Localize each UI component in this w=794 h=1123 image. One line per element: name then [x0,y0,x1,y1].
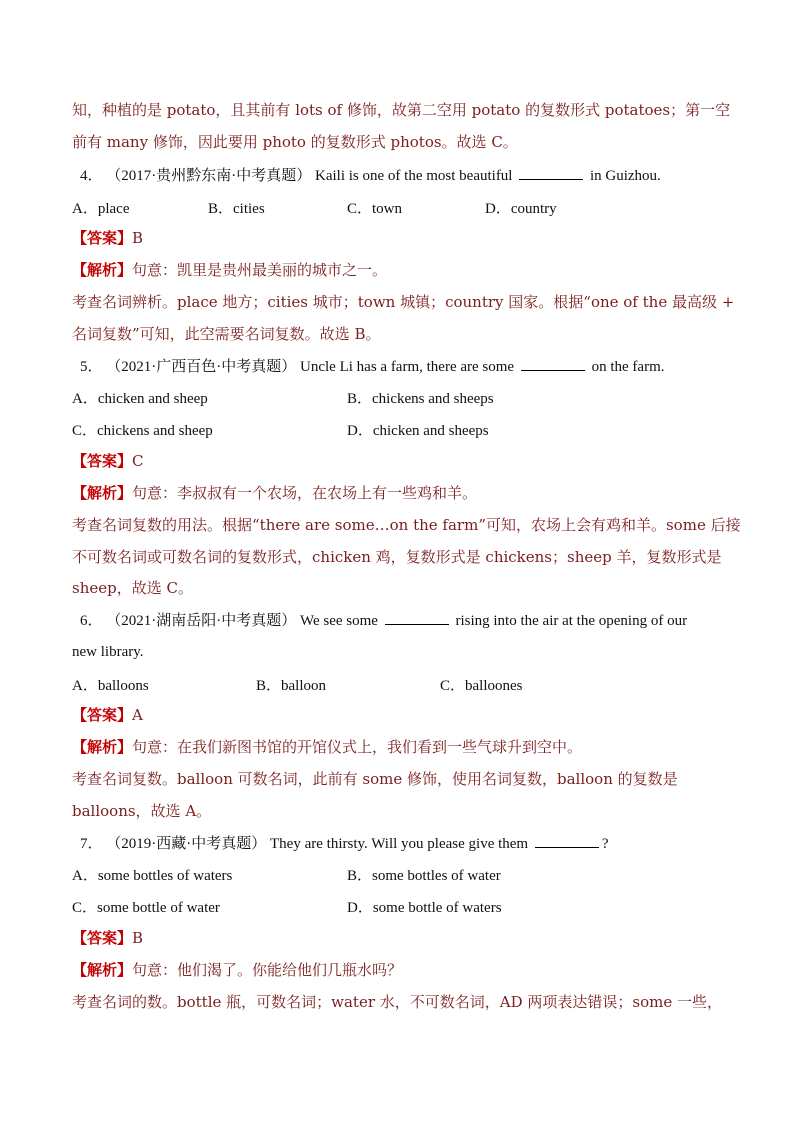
question-source: （2021·湖南岳阳·中考真题） [106,613,297,629]
question-text: They are thirsty. Will you please give them [270,836,529,852]
answer-row [72,451,722,471]
option-b: B．some bottles of water [347,868,501,884]
answer-row [72,228,722,248]
option-d: D．some bottle of waters [347,900,502,916]
question-5-stem [80,356,722,377]
analysis-text: 句意：他们渴了。你能给他们几瓶水吗？ [132,961,403,979]
option-c: C．town [347,201,403,217]
analysis-text: 句意：在我们新图书馆的开馆仪式上，我们看到一些气球升到空中。 [132,738,583,756]
question-text: rising into the air at the opening of our [455,613,688,629]
answer-tag: 【答案】 [72,929,133,947]
question-source: （2019·西藏·中考真题） [106,836,267,852]
option-a: A．chicken and sheep [72,391,208,407]
question-source: （2017·贵州黔东南·中考真题） [106,168,312,184]
question-text: We see some [300,613,378,629]
analysis-line: 考查名词复数。balloon 可数名词，此前有 some 修饰，使用名词复数，balloon 的复数是 [72,770,678,788]
analysis-line: 不可数名词或可数名词的复数形式，chicken 鸡，复数形式是 chickens；sheep 羊，复数形式是 [72,548,722,566]
question-6-stem [80,610,722,631]
answer-value: B [132,929,144,947]
analysis-text: 句意：李叔叔有一个农场，在农场上有一些鸡和羊。 [132,484,478,502]
question-4-stem [80,165,722,186]
analysis-line: 考查名词辨析。place 地方；cities 城市；town 城镇；country 国家。根据“one of the 最高级 + [72,293,735,311]
analysis-line: 考查名词复数的用法。根据“there are some…on the farm”可知，农场上会有鸡和羊。some 后接 [72,516,741,534]
analysis-tag: 【解析】 [72,961,133,979]
option-c: C．some bottle of water [72,900,220,916]
question-number: 5． [80,359,103,375]
intro-line-1: 知，种植的是 potato，且其前有 lots of 修饰，故第二空用 potato 的复数形式 potatoes；第一空 [72,101,731,119]
analysis-row [72,737,722,757]
option-b: B．chickens and sheeps [347,391,494,407]
answer-tag: 【答案】 [72,229,133,247]
answer-value: A [132,706,143,724]
answer-row [72,705,722,725]
analysis-text: 句意：凯里是贵州最美丽的城市之一。 [132,261,388,279]
option-d: D．chicken and sheeps [347,423,489,439]
answer-value: B [132,229,144,247]
answer-blank [385,610,449,625]
answer-tag: 【答案】 [72,452,133,470]
question-source: （2021·广西百色·中考真题） [106,359,297,375]
analysis-row [72,483,722,503]
intro-line-2: 前有 many 修饰，因此要用 photo 的复数形式 photos。故选 C。 [72,133,518,151]
answer-value: C [132,452,144,470]
option-b: B．cities [208,201,265,217]
analysis-line: 考查名词的数。bottle 瓶，可数名词；water 水，不可数名词，AD 两项表达错误；some 一些， [72,993,722,1011]
answer-tag: 【答案】 [72,706,133,724]
question-number: 7． [80,836,103,852]
analysis-row [72,960,722,980]
analysis-line: balloons，故选 A。 [72,802,212,820]
analysis-line: sheep，故选 C。 [72,579,193,597]
analysis-tag: 【解析】 [72,738,133,756]
option-c: C．chickens and sheep [72,423,213,439]
question-text: on the farm. [591,359,665,375]
question-7-stem [80,833,722,854]
analysis-row [72,260,722,280]
question-text: ? [601,836,609,852]
analysis-tag: 【解析】 [72,484,133,502]
answer-blank [521,356,585,371]
question-number: 4． [80,168,103,184]
option-c: C．balloones [440,678,523,694]
option-b: B．balloon [256,678,326,694]
answer-blank [519,165,583,180]
answer-blank [535,833,599,848]
option-a: A．some bottles of waters [72,868,233,884]
answer-row [72,928,722,948]
analysis-line: 名词复数”可知，此空需要名词复数。故选 B。 [72,325,381,343]
question-number: 6． [80,613,103,629]
question-text: in Guizhou. [589,168,661,184]
option-a: A．balloons [72,678,149,694]
question-text: Uncle Li has a farm, there are some [300,359,515,375]
question-text: new library. [72,644,144,660]
option-a: A．place [72,201,130,217]
question-text: Kaili is one of the most beautiful [315,168,513,184]
analysis-tag: 【解析】 [72,261,133,279]
option-d: D．country [485,201,557,217]
